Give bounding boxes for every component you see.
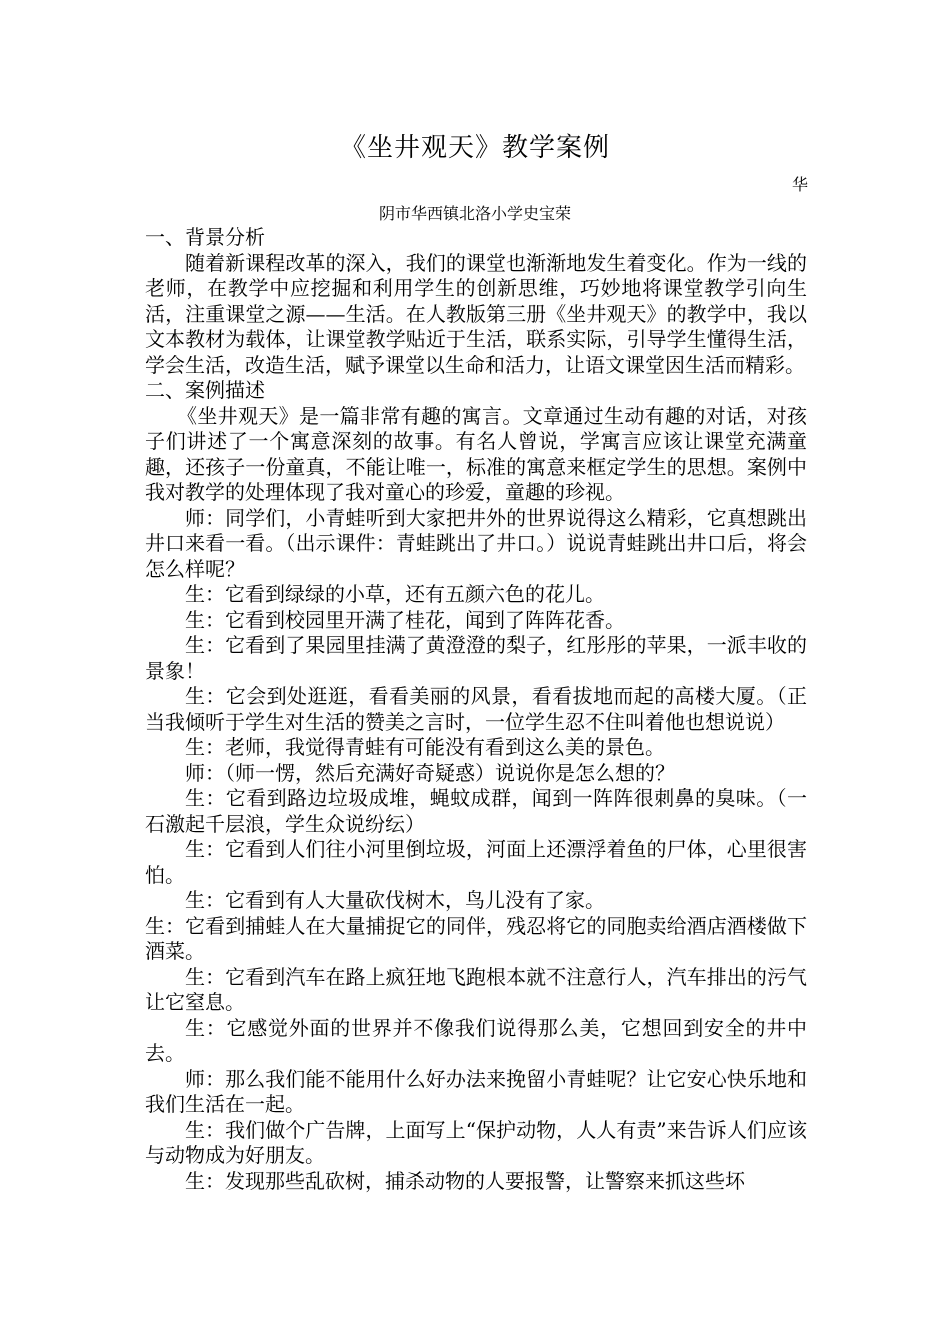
section-heading-case: 二、案例描述	[145, 378, 265, 402]
dialogue-line: 生：发现那些乱砍树，捕杀动物的人要报警，让警察来抓这些坏	[185, 1168, 745, 1193]
dialogue-line: 师：那么我们能不能用什么好办法来挽留小青蛙呢？让它安心快乐地和我们生活在一起。	[145, 1066, 807, 1116]
document-body	[145, 225, 807, 1194]
case-intro-paragraph: 《坐井观天》是一篇非常有趣的寓言。文章通过生动有趣的对话，对孩子们讲述了一个寓意深刻的故事。有名人曾说，学寓言应该让课堂充满童趣，还孩子一份童真，不能让唯一，标准的寓意来框定学生的思想。案例中我对教学的处理体现了我对童心的珍爱，童趣的珍视。	[145, 403, 807, 504]
author-line-2: 阴市华西镇北洛小学史宝荣	[378, 204, 571, 223]
dialogue-line: 生：它看到人们往小河里倒垃圾，河面上还漂浮着鱼的尸体，心里很害怕。	[145, 837, 807, 887]
dialogue-line: 生：它看到路边垃圾成堆，蝇蚊成群，闻到一阵阵很刺鼻的臭味。（一石激起千层浪，学生众说纷纭）	[145, 786, 807, 836]
document-title: 《坐井观天》教学案例	[339, 133, 610, 163]
dialogue-line: 生：它看到有人大量砍伐树木，鸟儿没有了家。	[185, 888, 605, 912]
dialogue-line: 生：它看到了果园里挂满了黄澄澄的梨子，红彤彤的苹果，一派丰收的景象！	[145, 633, 807, 683]
author-line-1: 华	[791, 175, 808, 194]
dialogue-line: 生：它会到处逛逛，看看美丽的风景，看看拔地而起的高楼大厦。（正当我倾听于学生对生活的赞美之言时，一位学生忍不住叫着他也想说说）	[145, 684, 807, 734]
dialogue-line: 生：它看到校园里开满了桂花，闻到了阵阵花香。	[185, 607, 625, 632]
dialogue-line: 师：同学们，小青蛙听到大家把井外的世界说得这么精彩，它真想跳出井口来看一看。（出示课件：青蛙跳出了井口。）说说青蛙跳出井口后，将会怎么样呢？	[145, 505, 807, 581]
dialogue-line: 生：老师，我觉得青蛙有可能没有看到这么美的景色。	[185, 735, 665, 759]
dialogue-line: 师：（师一愣，然后充满好奇疑惑）说说你是怎么想的？	[185, 760, 675, 785]
dialogue-line: 生：它看到汽车在路上疯狂地飞跑根本就不注意行人，汽车排出的污气让它窒息。	[145, 964, 807, 1014]
background-paragraph: 随着新课程改革的深入，我们的课堂也渐渐地发生着变化。作为一线的老师，在教学中应挖掘和利用学生的创新思维，巧妙地将课堂教学引向生活，注重课堂之源——生活。在人教版第三册《坐井观天》的教学中，我以文本教材为载体，让课堂教学贴近于生活，联系实际，引导学生懂得生活，学会生活，改造生活，赋予课堂以生命和活力，让语文课堂因生活而精彩。	[145, 250, 807, 377]
dialogue-line: 生：我们做个广告牌，上面写上“保护动物，人人有责”来告诉人们应该与动物成为好朋友。	[145, 1117, 807, 1167]
dialogue-line: 生：它看到捕蛙人在大量捕捉它的同伴，残忍将它的同胞卖给酒店酒楼做下酒菜。	[145, 913, 807, 963]
dialogue-line: 生：它感觉外面的世界并不像我们说得那么美，它想回到安全的井中去。	[145, 1015, 807, 1065]
dialogue-line: 生：它看到绿绿的小草，还有五颜六色的花儿。	[185, 582, 605, 606]
section-heading-background: 一、背景分析	[145, 225, 265, 249]
